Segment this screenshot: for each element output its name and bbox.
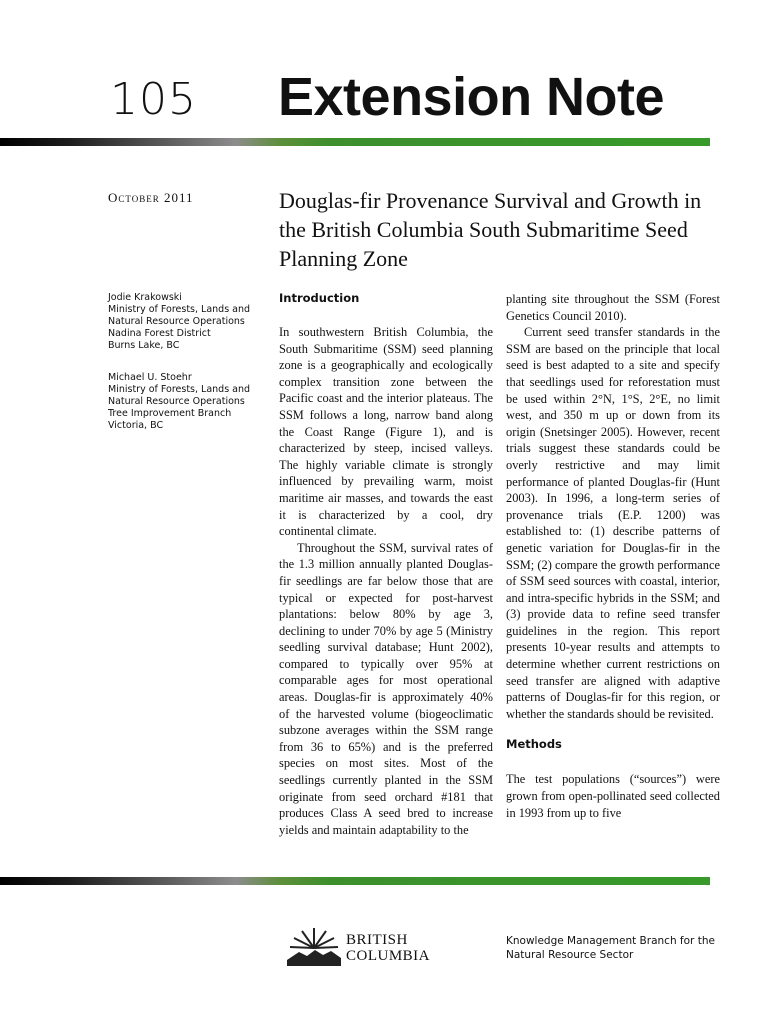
section-heading-methods: Methods [506,737,562,752]
article-title: Douglas-fir Provenance Survival and Growth in the British Columbia South Submaritime Seed Planning Zone [279,188,702,271]
author-unit: Tree Improvement Branch [108,408,232,419]
author-org: Ministry of Forests, Lands and [108,304,251,315]
bc-wordmark-line: BRITISH [346,932,408,948]
intro-paragraph-continued: planting site throughout the SSM (Forest Genetics Council 2010). [506,292,720,323]
body-column-left [279,291,493,838]
intro-paragraph: In southwestern British Columbia, the South Submaritime (SSM) seed planning zone is a geographically and ecologically complex transition zone between the Pacific coast and the interior plateaus. The SSM follows a long, narrow band along the Coast Range (Figure 1), and is characterized by steep, incised valleys. The highly variable climate is strongly influenced by prevailing warm, moist maritime air masses, and towards the east it is characterized by a cool, dry continental climate. [279,325,493,539]
intro-paragraph: Throughout the SSM, survival rates of the 1.3 million annually planted Douglas-fir seedlings are far below those that are typical or expected for post-harvest plantations: below 80% by age 3, declining to under 70% by age 5 (Ministry seedling survival database; Hunt 2002), compared to typically over 95% at comparable ages for most operational areas. Douglas-fir is approximately 40% of the harvested volume (biogeoclimatic subzone averages within the SSM range from 36 to 65%) and is the preferred species on most sites. Most of the seedlings currently planted in the SSM originate from seed orchard #181 that produces Class A seed bred to increase yields and maintain adaptability to the [279,540,493,837]
author-location: Burns Lake, BC [108,340,180,351]
author-org: Ministry of Forests, Lands and [108,384,251,395]
bc-wordmark-line: COLUMBIA [346,948,431,964]
intro-paragraph: Current seed transfer standards in the SSM are based on the principle that local seed is best adapted to a site and specify that seedlings used for reforestation must be used within 2°N, 1°S, 2°E, no limit west, and 350 m up or down from its origin (Snetsinger 2005). However, recent trials suggest these standards could be overly restrictive and may limit performance of planted Douglas-fir (Hunt 2003). In 1996, a long-term series of provenance trials (E.P. 1200) was established to: (1) describe patterns of genetic variation for Douglas-fir in the SSM; (2) compare the growth performance of SSM seed sources with coastal, interior, and intra-specific hybrids in the SSM; and (3) provide data to refine seed transfer guidelines in the region. This report presents 10-year results and attempts to determine whether current restrictions on seed transfer are aligned with adaptive patterns of Douglas-fir for this region, or whether the standards should be revisited. [506,325,720,721]
author-org: Natural Resource Operations [108,316,245,327]
header-divider [0,138,710,146]
bc-wordmark [346,932,430,964]
publisher-branch: Knowledge Management Branch for the Natural Resource Sector [506,935,715,961]
author-name: Michael U. Stoehr [108,372,192,383]
publication-title: Extension Note [278,67,665,127]
series-number: 105 [110,74,197,125]
author-location: Victoria, BC [108,420,164,431]
publication-date: October 2011 [108,190,194,205]
author-unit: Nadina Forest District [108,328,211,339]
body-column-right [506,291,720,821]
section-heading-introduction: Introduction [279,291,360,305]
author-name: Jodie Krakowski [108,292,182,303]
author-list [108,292,268,452]
author-block [108,292,268,352]
author-block [108,372,268,432]
methods-paragraph: The test populations (“sources”) were grown from open-pollinated seed collected in 1993 from up to five [506,772,720,820]
author-org: Natural Resource Operations [108,396,245,407]
footer-divider [0,877,710,885]
